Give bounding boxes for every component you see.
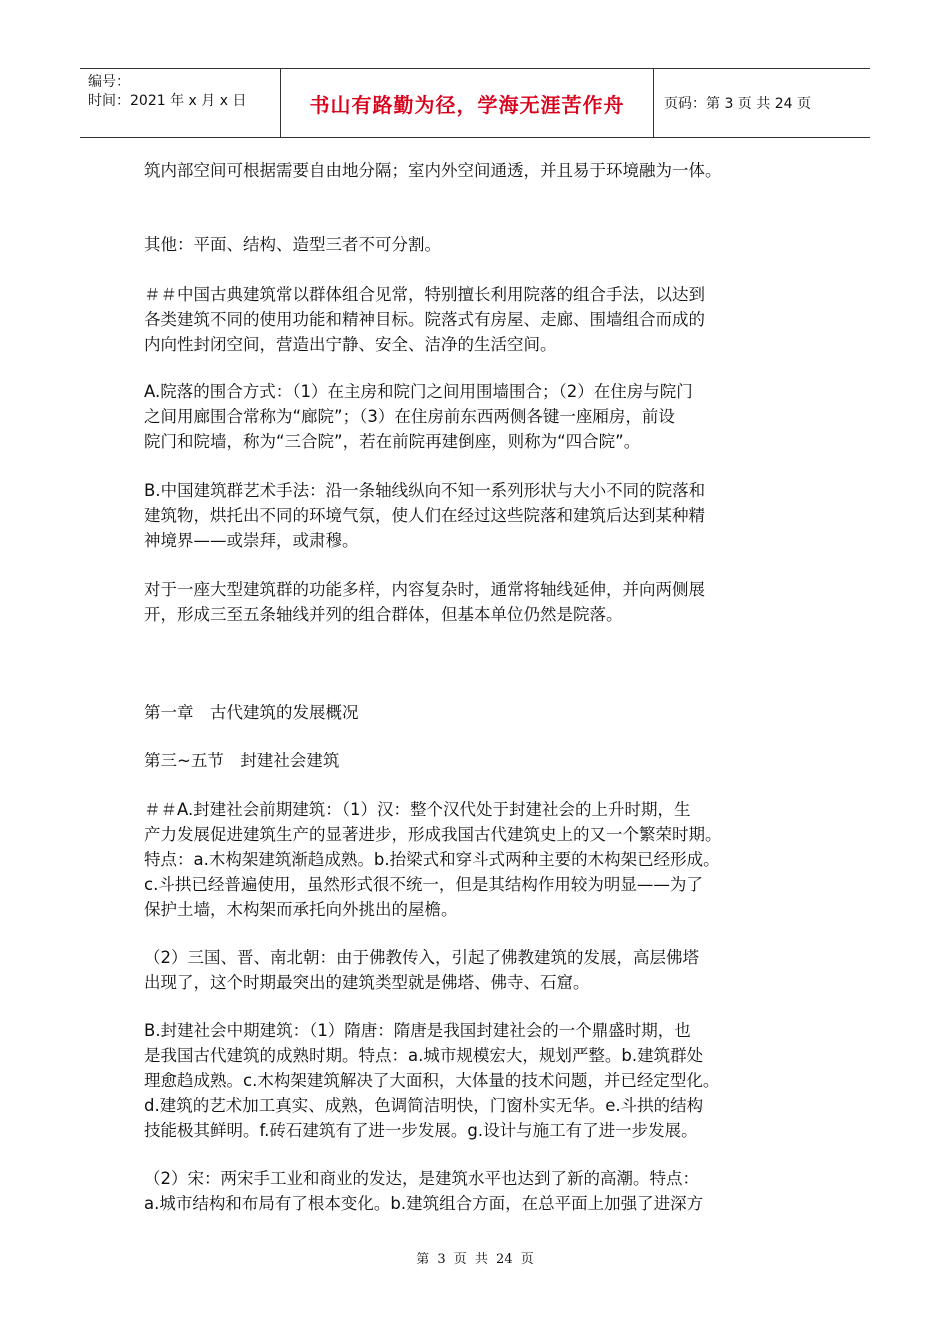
paragraph: [144, 379, 816, 454]
text-line: 技能极其鲜明。f.砖石建筑有了进一步发展。g.设计与施工有了进一步发展。: [144, 1121, 698, 1140]
page-header: [80, 68, 870, 138]
paragraph: [144, 478, 816, 553]
header-meta: [80, 69, 280, 137]
header-motto: 书山有路勤为径，学海无涯苦作舟: [280, 69, 654, 137]
text-line: d.建筑的艺术加工真实、成熟，色调简洁明快，门窗朴实无华。e.斗拱的结构: [144, 1096, 704, 1115]
text-line: 保护土墙，木构架而承托向外挑出的屋檐。: [144, 900, 458, 919]
text-line: B.封建社会中期建筑：（1）隋唐：隋唐是我国封建社会的一个鼎盛时期，也: [144, 1021, 691, 1040]
text-line: 筑内部空间可根据需要自由地分隔；室内外空间通透，并且易于环境融为一体。: [144, 161, 722, 180]
text-line: ＃＃中国古典建筑常以群体组合见常，特别擅长利用院落的组合手法，以达到: [144, 285, 705, 304]
text-line: c.斗拱已经普遍使用，虽然形式很不统一，但是其结构作用较为明显——为了: [144, 875, 703, 894]
paragraph: [144, 1166, 816, 1216]
text-line: 院门和院墙，称为“三合院”，若在前院再建倒座，则称为“四合院”。: [144, 432, 641, 451]
page-footer: 第 3 页 共 24 页: [416, 1252, 534, 1267]
number-label: 编号：: [88, 74, 130, 90]
text-line: （2）宋：两宋手工业和商业的发达，是建筑水平也达到了新的高潮。特点：: [144, 1169, 699, 1188]
text-line: 开，形成三至五条轴线并列的组合群体，但基本单位仍然是院落。: [144, 605, 623, 624]
text-line: 之间用廊围合常称为“廊院”；（3）在住房前东西两侧各键一座厢房，前设: [144, 407, 675, 426]
text-line: 产力发展促进建筑生产的显著进步，形成我国古代建筑史上的又一个繁荣时期。: [144, 825, 722, 844]
text-line: 出现了，这个时期最突出的建筑类型就是佛塔、佛寺、石窟。: [144, 973, 590, 992]
text-line: a.城市结构和布局有了根本变化。b.建筑组合方面，在总平面上加强了进深方: [144, 1194, 704, 1213]
text-line: 对于一座大型建筑群的功能多样，内容复杂时，通常将轴线延伸，并向两侧展: [144, 580, 705, 599]
text-line: （2）三国、晋、南北朝：由于佛教传入，引起了佛教建筑的发展，高层佛塔: [144, 948, 699, 967]
time-label: 时间：2021 年 x 月 x 日: [88, 93, 247, 109]
text-line: 第三~五节 封建社会建筑: [144, 751, 340, 770]
text-line: 内向性封闭空间，营造出宁静、安全、洁净的生活空间。: [144, 335, 557, 354]
text-line: 其他：平面、结构、造型三者不可分割。: [144, 235, 441, 254]
text-line: 建筑物，烘托出不同的环境气氛，使人们在经过这些院落和建筑后达到某种精: [144, 506, 705, 525]
header-page-info: 页码：第 3 页 共 24 页: [664, 96, 811, 112]
text-line: B.中国建筑群艺术手法：沿一条轴线纵向不知一系列形状与大小不同的院落和: [144, 481, 706, 500]
text-line: 第一章 古代建筑的发展概况: [144, 703, 359, 722]
text-line: 神境界——或崇拜，或肃穆。: [144, 531, 359, 550]
paragraph: [144, 577, 816, 627]
paragraph: [144, 945, 816, 995]
text-line: A.院落的围合方式：（1）在主房和院门之间用围墙围合；（2）在住房与院门: [144, 382, 693, 401]
section-heading: [144, 748, 816, 773]
chapter-heading: [144, 700, 816, 725]
paragraph: [144, 232, 816, 257]
text-line: 理愈趋成熟。c.木构架建筑解决了大面积，大体量的技术问题，并已经定型化。: [144, 1071, 720, 1090]
text-line: ＃＃A.封建社会前期建筑：（1）汉：整个汉代处于封建社会的上升时期，生: [144, 800, 691, 819]
text-line: 是我国古代建筑的成熟时期。特点：a.城市规模宏大，规划严整。b.建筑群处: [144, 1046, 704, 1065]
text-line: 特点：a.木构架建筑渐趋成熟。b.抬梁式和穿斗式两种主要的木构架已经形成。: [144, 850, 720, 869]
paragraph: [144, 797, 816, 922]
paragraph: [144, 158, 816, 183]
paragraph: [144, 1018, 816, 1143]
paragraph: [144, 282, 816, 357]
text-line: 各类建筑不同的使用功能和精神目标。院落式有房屋、走廊、围墙组合而成的: [144, 310, 705, 329]
